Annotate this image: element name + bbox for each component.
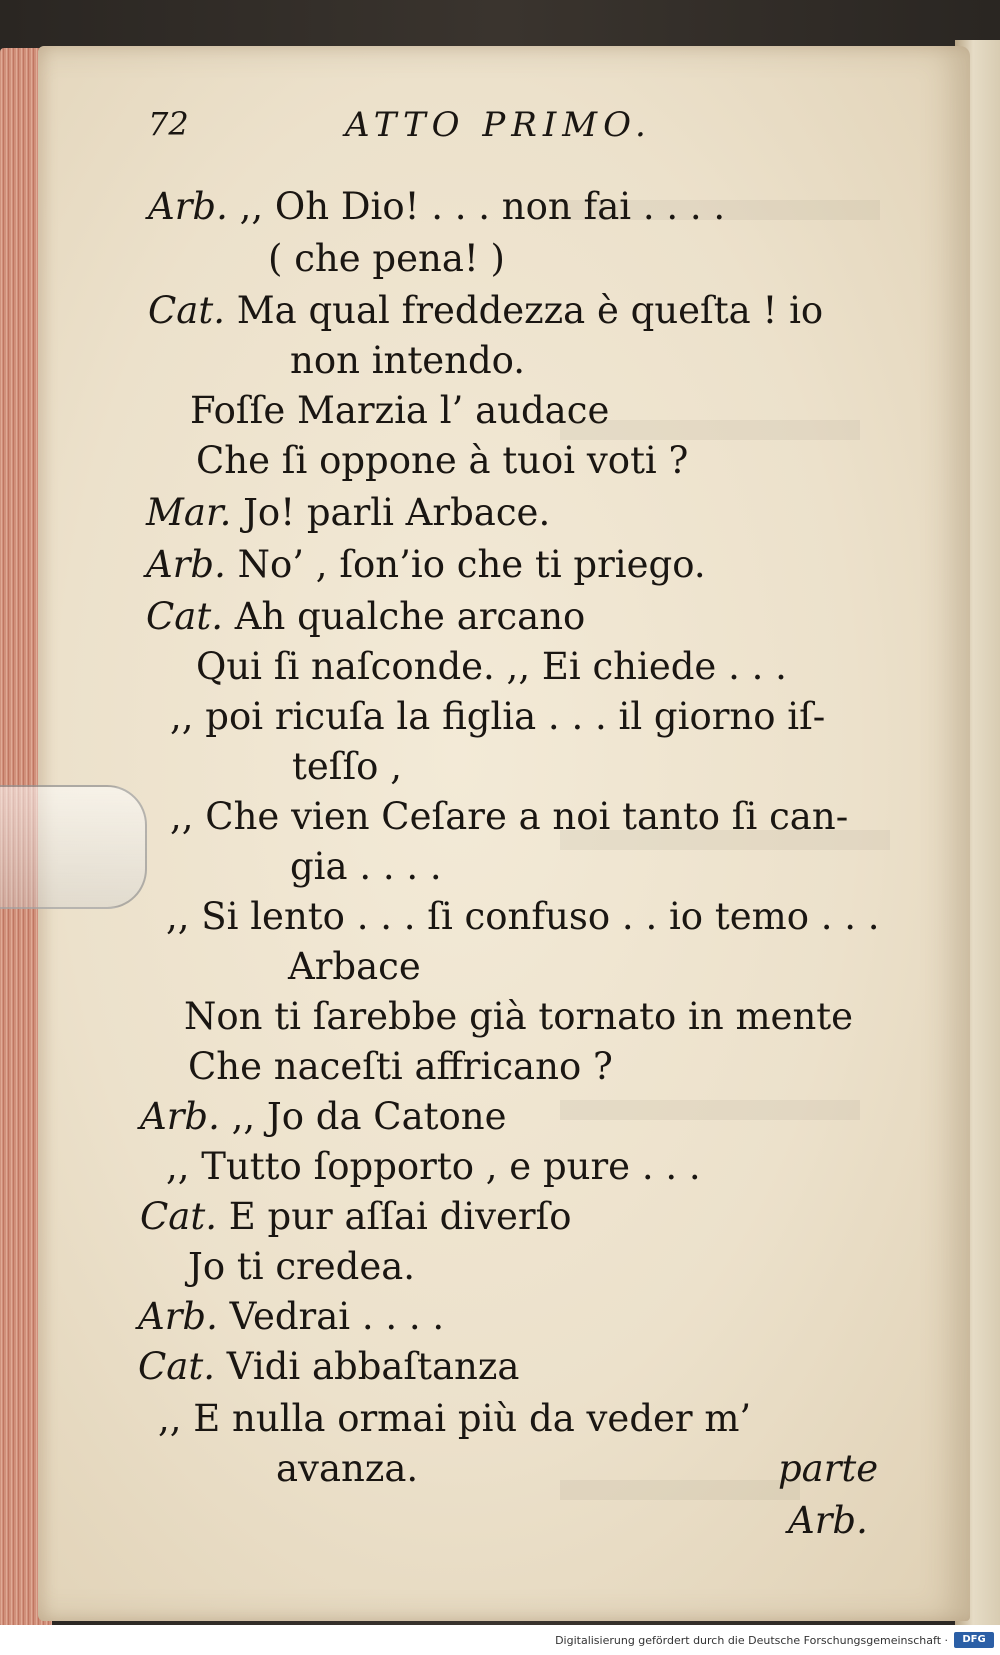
text-line (188, 1045, 613, 1088)
line-text: Qui ſi naſconde. ,, Ei chiede . . . (196, 645, 787, 688)
text-line (184, 995, 854, 1038)
line-text: ,, Oh Dio! . . . non fai . . . . (227, 185, 726, 228)
text-line (196, 439, 689, 482)
text-line (290, 845, 442, 888)
text-line (170, 695, 826, 738)
line-text: No’ , ſon’io che ti priego. (225, 543, 706, 586)
text-line (190, 389, 610, 432)
line-text: Jo! parli Arbace. (231, 491, 551, 534)
text-line (148, 289, 824, 332)
speaker-label: Cat. (146, 595, 223, 638)
running-title: ATTO PRIMO. (345, 105, 652, 145)
text-line (288, 945, 421, 988)
text-line (140, 1095, 507, 1138)
line-text: teſſo , (292, 745, 402, 788)
line-text: ,, Si lento . . . ſi confuso . . io temo . . . (166, 895, 880, 938)
line-text: E pur aſſai diverſo (217, 1195, 572, 1238)
text-line (158, 1397, 752, 1440)
speaker-label: Cat. (140, 1195, 217, 1238)
speaker-label: Arb. (138, 1295, 218, 1338)
text-line (166, 1145, 701, 1188)
line-text: ( che pena! ) (268, 237, 505, 280)
text-line (138, 1295, 445, 1338)
text-line (166, 895, 880, 938)
line-text: Foſſe Marzia l’ audace (190, 389, 610, 432)
text-line (146, 595, 586, 638)
line-text: ,, Tutto ſopporto , e pure . . . (166, 1145, 701, 1188)
catchword: Arb. (788, 1499, 868, 1542)
line-text: Vidi abbaſtanza (215, 1345, 520, 1388)
line-text: Ma qual freddezza è queſta ! io (225, 289, 824, 332)
text-line (268, 237, 505, 280)
line-text: gia . . . . (290, 845, 442, 888)
text-line (146, 543, 706, 586)
text-line (188, 1245, 416, 1288)
line-text: Che naceſti affricano ? (188, 1045, 613, 1088)
line-text: Jo ti credea. (188, 1245, 416, 1288)
text-line (140, 1195, 572, 1238)
line-text: ,, Jo da Catone (219, 1095, 507, 1138)
text-line (146, 491, 551, 534)
speaker-label: Cat. (138, 1345, 215, 1388)
stage-direction: parte (778, 1447, 879, 1490)
dfg-logo: DFG (954, 1632, 994, 1648)
line-text: ,, E nulla ormai più da veder m’ (158, 1397, 752, 1440)
digitization-credit: Digitalisierung gefördert durch die Deutsche Forschungsgemeinschaft · (555, 1634, 948, 1647)
text-line (170, 795, 849, 838)
speaker-label: Arb. (146, 543, 226, 586)
text-line (196, 645, 787, 688)
line-text: Ah qualche arcano (223, 595, 586, 638)
text-line (138, 1345, 520, 1388)
line-text: Che ſi oppone à tuoi voti ? (196, 439, 689, 482)
text-line (292, 745, 402, 788)
line-text: avanza. (276, 1447, 419, 1490)
line-text: Arbace (288, 945, 421, 988)
text-line (276, 1447, 419, 1490)
line-text: ,, Che vien Ceſare a noi tanto ſi can- (170, 795, 849, 838)
speaker-label: Arb. (148, 185, 228, 228)
page-clip (0, 785, 147, 909)
line-text: non intendo. (290, 339, 526, 382)
line-text: Vedrai . . . . (217, 1295, 445, 1338)
text-line (290, 339, 526, 382)
speaker-label: Arb. (140, 1095, 220, 1138)
text-line (148, 185, 726, 228)
speaker-label: Cat. (148, 289, 225, 332)
line-text: Non ti ſarebbe già tornato in mente (184, 995, 854, 1038)
line-text: ,, poi ricuſa la figlia . . . il giorno iſ- (170, 695, 826, 738)
speaker-label: Mar. (146, 491, 232, 534)
page-number: 72 (148, 105, 189, 143)
